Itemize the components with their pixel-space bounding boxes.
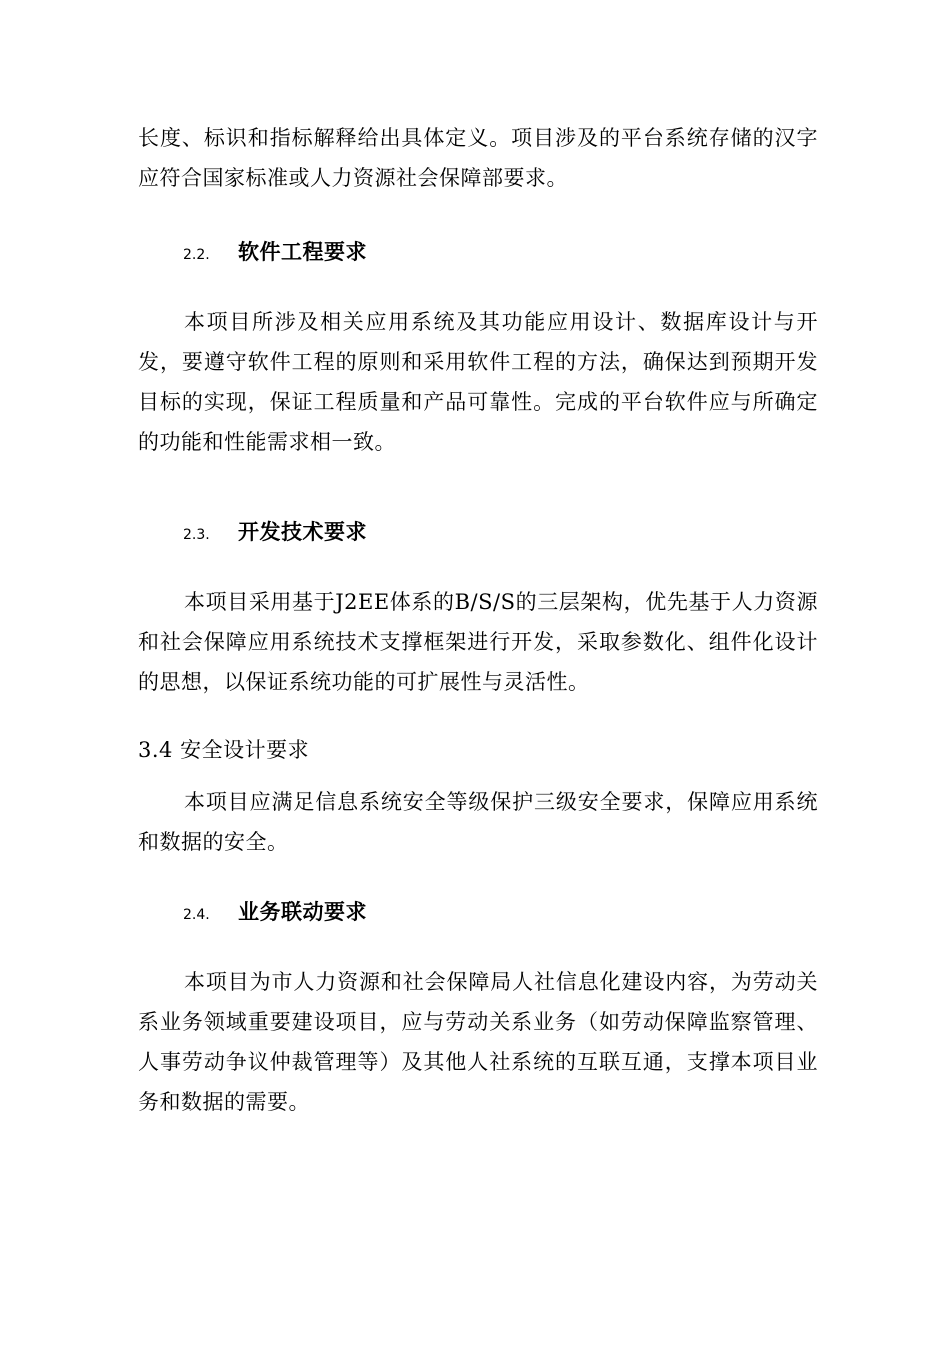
section-heading-2-4 — [183, 896, 367, 926]
section-title: 业务联动要求 — [238, 900, 367, 924]
section-number: 2.4. — [183, 907, 210, 923]
section-heading-3-4: 3.4 安全设计要求 — [138, 738, 310, 762]
section-number: 2.3. — [183, 527, 210, 543]
paragraph-data-definition: 长度、标识和指标解释给出具体定义。项目涉及的平台系统存储的汉字应符合国家标准或人力资源社会保障部要求。 — [138, 126, 818, 190]
paragraph-software-engineering: 本项目所涉及相关应用系统及其功能应用设计、数据库设计与开发，要遵守软件工程的原则和采用软件工程的方法，确保达到预期开发目标的实现，保证工程质量和产品可靠性。完成的平台软件应与所确定的功能和性能需求相一致。 — [138, 310, 818, 454]
section-title: 开发技术要求 — [238, 520, 367, 544]
section-heading-2-2 — [183, 236, 367, 266]
section-number: 2.2. — [183, 247, 210, 263]
section-title: 软件工程要求 — [238, 240, 367, 264]
paragraph-security-design: 本项目应满足信息系统安全等级保护三级安全要求，保障应用系统和数据的安全。 — [138, 790, 818, 854]
paragraph-business-linkage: 本项目为市人力资源和社会保障局人社信息化建设内容，为劳动关系业务领域重要建设项目，应与劳动关系业务（如劳动保障监察管理、人事劳动争议仲裁管理等）及其他人社系统的互联互通，支撑本项目业务和数据的需要。 — [138, 970, 818, 1114]
paragraph-development-technology: 本项目采用基于J2EE体系的B/S/S的三层架构，优先基于人力资源和社会保障应用系统技术支撑框架进行开发，采取参数化、组件化设计的思想，以保证系统功能的可扩展性与灵活性。 — [138, 590, 818, 694]
section-heading-2-3 — [183, 516, 367, 546]
